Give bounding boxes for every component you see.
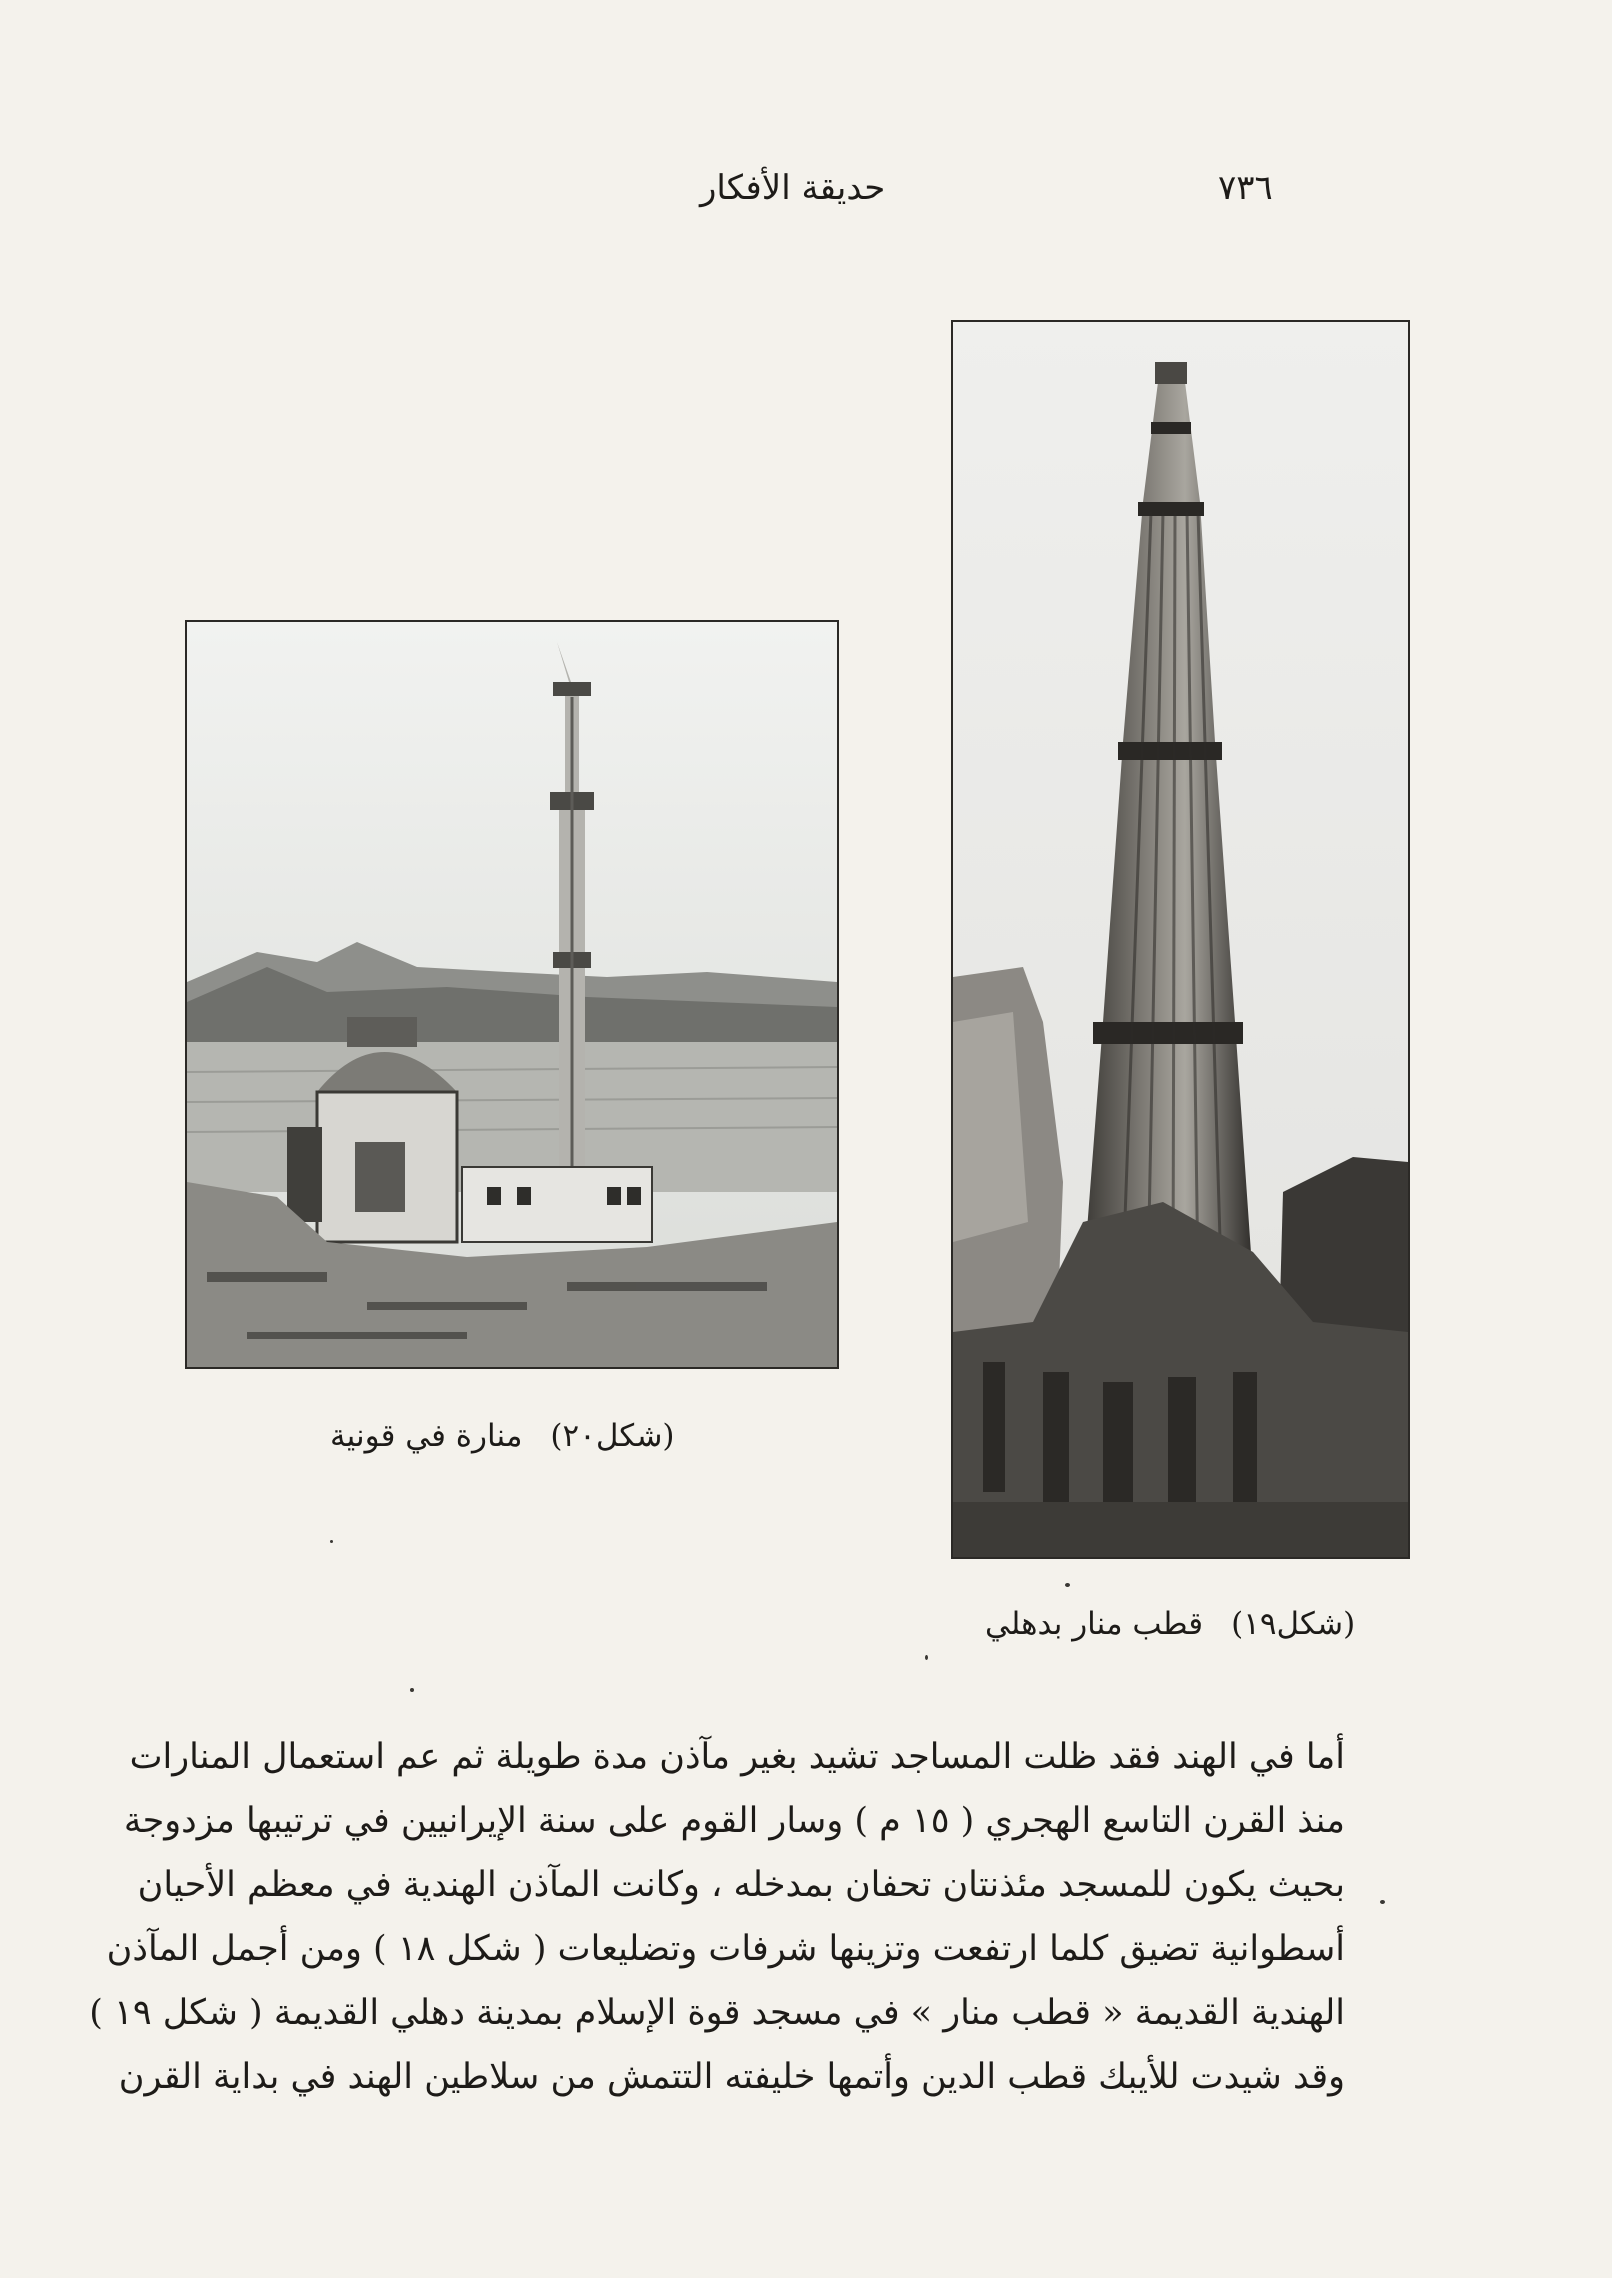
page-number: ٧٣٦	[1218, 168, 1273, 208]
konya-minaret-illustration	[187, 622, 837, 1367]
qutb-minar-illustration	[953, 322, 1408, 1557]
figure-19-caption-text: قطب منار بدهلي	[985, 1606, 1204, 1642]
figure-19-photo	[951, 320, 1410, 1559]
text-line: منذ القرن التاسع الهجري ( ١٥ م ) وسار القوم على سنة الإيرانيين في ترتيبها مزدوجة	[123, 1801, 1345, 1841]
print-speck	[330, 1540, 333, 1543]
print-speck	[1065, 1583, 1070, 1587]
text-line: الهندية القديمة « قطب منار » في مسجد قوة الإسلام بمدينة دهلي القديمة ( شكل ١٩ )	[89, 1993, 1345, 2033]
body-paragraph	[89, 1725, 1345, 2109]
text-line: بحيث يكون للمسجد مئذنتان تحفان بمدخله ، وكانت المآذن الهندية في معظم الأحيان	[137, 1865, 1345, 1905]
figure-20-label: (شكل٢٠)	[550, 1418, 675, 1454]
page-header	[0, 160, 1612, 210]
print-speck	[1380, 1900, 1385, 1904]
print-speck	[925, 1655, 928, 1660]
figure-20-caption-text: منارة في قونية	[330, 1418, 523, 1454]
text-line: أسطوانية تضيق كلما ارتفعت وتزينها شرفات وتضليعات ( شكل ١٨ ) ومن أجمل المآذن	[106, 1929, 1345, 1969]
figure-19-caption	[985, 1606, 1355, 1642]
figure-20-photo	[185, 620, 839, 1369]
print-speck	[410, 1688, 414, 1692]
figure-20-caption	[330, 1418, 675, 1454]
figure-19-label: (شكل١٩)	[1231, 1606, 1356, 1642]
text-line: وقد شيدت للأيبك قطب الدين وأتمها خليفته التتمش من سلاطين الهند في بداية القرن	[118, 2057, 1345, 2097]
text-line: أما في الهند فقد ظلت المساجد تشيد بغير مآذن مدة طويلة ثم عم استعمال المنارات	[129, 1737, 1345, 1777]
running-title: حديقة الأفكار	[700, 168, 886, 208]
